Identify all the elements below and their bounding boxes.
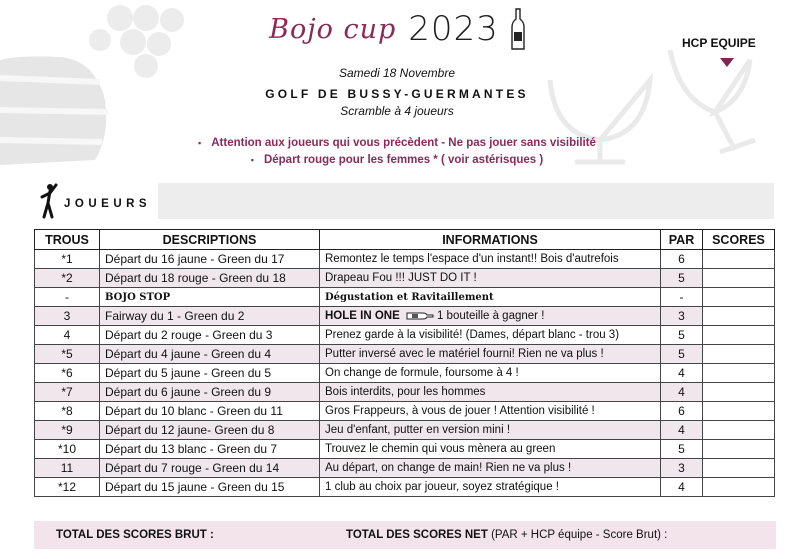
hole-info: Drapeau Fou !!! JUST DO IT ! (320, 269, 661, 288)
note-item: ▪ Attention aux joueurs qui vous précèdent - Ne pas jouer sans visibilité (198, 137, 596, 149)
table-row (35, 402, 775, 421)
score-cell[interactable] (703, 440, 775, 459)
hole-description: Départ du 7 rouge - Green du 14 (100, 459, 320, 478)
players-label: JOUEURS (64, 198, 152, 210)
hole-par: 5 (661, 345, 703, 364)
table-row (35, 364, 775, 383)
hole-info: Dégustation et Ravitaillement (320, 288, 661, 307)
score-cell[interactable] (703, 421, 775, 440)
hole-number: *2 (35, 269, 100, 288)
event-date: Samedi 18 Novembre (338, 66, 456, 80)
total-brut-label: TOTAL DES SCORES BRUT : (56, 529, 214, 541)
score-cell[interactable] (703, 288, 775, 307)
score-cell[interactable] (703, 250, 775, 269)
table-row (35, 269, 775, 288)
score-cell[interactable] (703, 345, 775, 364)
bottle-icon (406, 311, 434, 321)
hole-par: 4 (661, 478, 703, 497)
hole-info: Bois interdits, pour les hommes (320, 383, 661, 402)
hole-info: HOLE IN ONE 1 bouteille à gagner ! (320, 307, 661, 326)
table-row (35, 250, 775, 269)
wine-bottle-icon (511, 8, 525, 50)
hole-description: Départ du 13 blanc - Green du 7 (100, 440, 320, 459)
header-trous: TROUS (35, 230, 100, 250)
players-input[interactable] (158, 183, 774, 219)
hole-description: Départ du 18 rouge - Green du 18 (100, 269, 320, 288)
header-par: PAR (661, 230, 703, 250)
score-cell[interactable] (703, 478, 775, 497)
hole-info: Putter inversé avec le matériel fourni! Rien ne va plus ! (320, 345, 661, 364)
hole-description: Départ du 10 blanc - Green du 11 (100, 402, 320, 421)
hole-number: 4 (35, 326, 100, 345)
hole-number: *10 (35, 440, 100, 459)
hole-info: On change de formule, foursome à 4 ! (320, 364, 661, 383)
score-cell[interactable] (703, 364, 775, 383)
hole-par: 4 (661, 364, 703, 383)
header-scores: SCORES (703, 230, 775, 250)
golfer-icon (38, 183, 60, 219)
hole-par: - (661, 288, 703, 307)
hole-par: 5 (661, 269, 703, 288)
note-item: ▪ Départ rouge pour les femmes * ( voir astérisques ) (250, 154, 544, 166)
hole-par: 5 (661, 440, 703, 459)
table-row (35, 421, 775, 440)
hole-info: Remontez le temps l'espace d'un instant!! Bois d'autrefois (320, 250, 661, 269)
hole-par: 5 (661, 326, 703, 345)
hole-number: *6 (35, 364, 100, 383)
hole-info: Au départ, on change de main! Rien ne va plus ! (320, 459, 661, 478)
table-row (35, 440, 775, 459)
hole-description: Départ du 2 rouge - Green du 3 (100, 326, 320, 345)
golf-name: GOLF DE BUSSY-GUERMANTES (265, 87, 529, 101)
game-format: Scramble à 4 joueurs (340, 104, 454, 118)
hole-number: - (35, 288, 100, 307)
score-cell[interactable] (703, 269, 775, 288)
table-row (35, 459, 775, 478)
table-row (35, 383, 775, 402)
table-row (35, 288, 775, 307)
hole-number: *1 (35, 250, 100, 269)
header-descriptions: DESCRIPTIONS (100, 230, 320, 250)
hole-description: Départ du 5 jaune - Green du 5 (100, 364, 320, 383)
score-cell[interactable] (703, 402, 775, 421)
hole-info: Trouvez le chemin qui vous mènera au green (320, 440, 661, 459)
hole-description: Départ du 6 jaune - Green du 9 (100, 383, 320, 402)
total-net-label: TOTAL DES SCORES NET (PAR + HCP équipe - Score Brut) : (346, 529, 668, 541)
hole-number: *12 (35, 478, 100, 497)
hole-par: 4 (661, 383, 703, 402)
hole-number: 3 (35, 307, 100, 326)
score-cell[interactable] (703, 326, 775, 345)
score-cell[interactable] (703, 459, 775, 478)
hole-info: Prenez garde à la visibilité! (Dames, départ blanc - trou 3) (320, 326, 661, 345)
table-row (35, 478, 775, 497)
title-year: 2023 (408, 9, 499, 49)
table-row (35, 326, 775, 345)
hole-info: 1 club au choix par joueur, soyez stratégique ! (320, 478, 661, 497)
hole-description: Départ du 4 jaune - Green du 4 (100, 345, 320, 364)
score-cell[interactable] (703, 383, 775, 402)
score-cell[interactable] (703, 307, 775, 326)
hole-description: BOJO STOP (100, 288, 320, 307)
hole-number: 11 (35, 459, 100, 478)
notes-list (0, 135, 794, 169)
hole-info: Gros Frappeurs, à vous de jouer ! Attention visibilité ! (320, 402, 661, 421)
hole-description: Départ du 15 jaune - Green du 15 (100, 478, 320, 497)
header-informations: INFORMATIONS (320, 230, 661, 250)
hole-description: Départ du 12 jaune- Green du 8 (100, 421, 320, 440)
hole-par: 4 (661, 421, 703, 440)
hole-description: Fairway du 1 - Green du 2 (100, 307, 320, 326)
hole-number: *9 (35, 421, 100, 440)
hole-par: 3 (661, 459, 703, 478)
hole-description: Départ du 16 jaune - Green du 17 (100, 250, 320, 269)
hole-info: Jeu d'enfant, putter en version mini ! (320, 421, 661, 440)
title-script: Bojo cup (269, 13, 397, 45)
players-section (34, 183, 774, 219)
event-title (269, 8, 525, 50)
table-row (35, 345, 775, 364)
hole-par: 3 (661, 307, 703, 326)
holes-table (34, 229, 775, 497)
hcp-equipe-label: HCP EQUIPE (682, 36, 756, 50)
hole-par: 6 (661, 250, 703, 269)
hole-number: *5 (35, 345, 100, 364)
hole-number: *7 (35, 383, 100, 402)
totals-footer (34, 521, 776, 549)
table-row (35, 307, 775, 326)
hole-number: *8 (35, 402, 100, 421)
hole-par: 6 (661, 402, 703, 421)
